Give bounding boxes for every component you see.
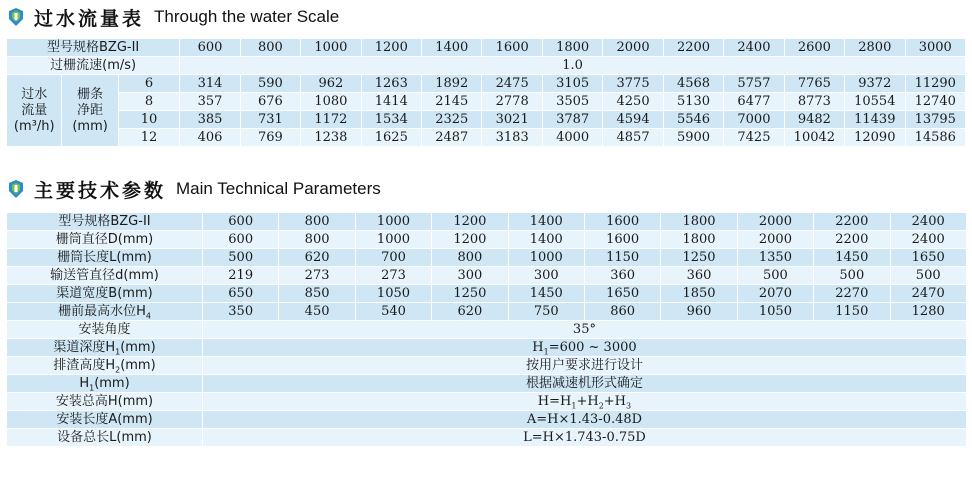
flow-cell: 2325 bbox=[422, 111, 482, 129]
section-title-cn: 主要技术参数 bbox=[34, 179, 167, 202]
spacing-label-line: 净距 bbox=[77, 102, 104, 118]
table-row bbox=[7, 111, 966, 129]
param-cell: 1400 bbox=[508, 231, 584, 249]
flow-cell: 1080 bbox=[301, 93, 361, 111]
param-cell: 500 bbox=[203, 249, 279, 267]
table-row bbox=[7, 303, 967, 321]
param-label bbox=[7, 303, 203, 321]
flow-cell: 314 bbox=[180, 75, 240, 93]
param-cell: 1000 bbox=[355, 213, 431, 231]
model-cell: 1200 bbox=[361, 39, 421, 57]
param-cell: 700 bbox=[355, 249, 431, 267]
param-cell: 800 bbox=[279, 231, 355, 249]
param-cell: 1200 bbox=[432, 213, 508, 231]
table-row bbox=[7, 339, 967, 357]
flow-cell: 406 bbox=[180, 129, 240, 147]
spacing-label bbox=[62, 75, 118, 147]
table-row bbox=[7, 93, 966, 111]
param-cell: 2400 bbox=[890, 213, 966, 231]
table-row bbox=[7, 429, 967, 447]
param-cell: 860 bbox=[584, 303, 660, 321]
spacing-label-line: 栅条 bbox=[77, 86, 104, 102]
param-label: 安装总高H(mm) bbox=[7, 393, 203, 411]
parameters-table-body bbox=[7, 213, 967, 303]
param-label-unit: (mm) bbox=[120, 358, 156, 373]
table-row bbox=[7, 39, 966, 57]
model-label: 型号规格BZG-II bbox=[7, 39, 180, 57]
parameters-table-static bbox=[7, 303, 967, 447]
install-length-value: A=H×1.43-0.48D bbox=[203, 411, 967, 429]
formula-part: H bbox=[532, 340, 544, 355]
param-cell: 1650 bbox=[584, 285, 660, 303]
param-cell: 500 bbox=[737, 267, 813, 285]
spacing-label-unit: (mm) bbox=[72, 118, 108, 134]
param-cell: 650 bbox=[203, 285, 279, 303]
param-cell: 219 bbox=[203, 267, 279, 285]
depth-value bbox=[203, 339, 967, 357]
flow-cell: 1625 bbox=[361, 129, 421, 147]
spacing-cell: 12 bbox=[118, 129, 179, 147]
spacing-cell: 8 bbox=[118, 93, 179, 111]
flow-cell: 4000 bbox=[542, 129, 602, 147]
table-row bbox=[7, 249, 967, 267]
param-cell: 1600 bbox=[584, 231, 660, 249]
param-cell: 1250 bbox=[432, 285, 508, 303]
table-row bbox=[7, 75, 966, 93]
flow-cell: 4250 bbox=[603, 93, 663, 111]
flow-cell: 3505 bbox=[542, 93, 602, 111]
flow-label-line: 流量 bbox=[21, 102, 48, 118]
flow-cell: 11290 bbox=[905, 75, 965, 93]
formula-part: +H bbox=[576, 394, 599, 409]
param-cell: 1350 bbox=[737, 249, 813, 267]
param-cell: 2470 bbox=[890, 285, 966, 303]
flow-cell: 9482 bbox=[784, 111, 844, 129]
param-label-sub: 2 bbox=[115, 365, 121, 375]
table-row bbox=[7, 393, 967, 411]
flow-cell: 3183 bbox=[482, 129, 542, 147]
flow-label-unit: (m³/h) bbox=[13, 118, 55, 134]
param-label: 设备总长L(mm) bbox=[7, 429, 203, 447]
param-cell: 273 bbox=[355, 267, 431, 285]
param-label: 栅筒直径D(mm) bbox=[7, 231, 203, 249]
param-cell: 1000 bbox=[355, 231, 431, 249]
param-cell: 1650 bbox=[890, 249, 966, 267]
formula-part: +H bbox=[603, 394, 627, 409]
param-label bbox=[7, 339, 203, 357]
param-label-text: 渠道深度H bbox=[53, 340, 116, 355]
param-cell: 360 bbox=[661, 267, 737, 285]
param-cell: 1600 bbox=[584, 213, 660, 231]
param-cell: 2270 bbox=[814, 285, 890, 303]
param-label: 安装角度 bbox=[7, 321, 203, 339]
flow-cell: 5900 bbox=[663, 129, 723, 147]
param-label: 渠道宽度B(mm) bbox=[7, 285, 203, 303]
table-row bbox=[7, 57, 966, 75]
flow-cell: 14586 bbox=[905, 129, 965, 147]
table-row bbox=[7, 375, 967, 393]
flow-cell: 10554 bbox=[845, 93, 905, 111]
param-cell: 750 bbox=[508, 303, 584, 321]
model-cell: 1000 bbox=[301, 39, 361, 57]
section-title-cn: 过水流量表 bbox=[34, 7, 145, 30]
velocity-label: 过栅流速(m/s) bbox=[7, 57, 180, 75]
flow-cell: 731 bbox=[240, 111, 300, 129]
param-label-unit: (mm) bbox=[94, 376, 130, 391]
param-label-sub: 1 bbox=[115, 347, 121, 357]
param-cell: 1800 bbox=[661, 213, 737, 231]
flow-cell: 1238 bbox=[301, 129, 361, 147]
section-header-flow bbox=[6, 4, 339, 30]
flow-cell: 12090 bbox=[845, 129, 905, 147]
flow-cell: 357 bbox=[180, 93, 240, 111]
flow-cell: 5130 bbox=[663, 93, 723, 111]
param-label-text: 排渣高度H bbox=[53, 358, 116, 373]
param-cell: 1450 bbox=[508, 285, 584, 303]
model-cell: 800 bbox=[240, 39, 300, 57]
flow-cell: 1892 bbox=[422, 75, 482, 93]
flow-rate-table bbox=[6, 38, 966, 147]
param-cell: 600 bbox=[203, 231, 279, 249]
brand-logo-icon bbox=[6, 7, 26, 27]
param-cell: 2000 bbox=[737, 213, 813, 231]
param-cell: 1400 bbox=[508, 213, 584, 231]
model-cell: 1800 bbox=[542, 39, 602, 57]
table-row bbox=[7, 231, 967, 249]
param-cell: 360 bbox=[584, 267, 660, 285]
model-cell: 2800 bbox=[845, 39, 905, 57]
formula-sub: 1 bbox=[543, 347, 549, 357]
param-cell: 960 bbox=[661, 303, 737, 321]
flow-cell: 2145 bbox=[422, 93, 482, 111]
param-cell: 450 bbox=[279, 303, 355, 321]
discharge-value: 按用户要求进行设计 bbox=[203, 357, 967, 375]
table-row bbox=[7, 129, 966, 147]
param-label: 型号规格BZG-II bbox=[7, 213, 203, 231]
param-cell: 850 bbox=[279, 285, 355, 303]
flow-cell: 4857 bbox=[603, 129, 663, 147]
formula-sub: 3 bbox=[626, 401, 632, 411]
param-cell: 1800 bbox=[661, 231, 737, 249]
param-cell: 300 bbox=[432, 267, 508, 285]
param-cell: 1850 bbox=[661, 285, 737, 303]
flow-cell: 3021 bbox=[482, 111, 542, 129]
formula-part: =600 ~ 3000 bbox=[548, 340, 637, 355]
flow-cell: 10042 bbox=[784, 129, 844, 147]
flow-cell: 7765 bbox=[784, 75, 844, 93]
parameters-table bbox=[6, 212, 967, 447]
param-label: 栅筒长度L(mm) bbox=[7, 249, 203, 267]
model-cell: 2400 bbox=[724, 39, 784, 57]
param-label-sub: 4 bbox=[145, 311, 151, 321]
param-cell: 2000 bbox=[737, 231, 813, 249]
model-cell: 2600 bbox=[784, 39, 844, 57]
flow-label bbox=[7, 75, 62, 147]
flow-cell: 1534 bbox=[361, 111, 421, 129]
model-cell: 600 bbox=[180, 39, 240, 57]
param-cell: 620 bbox=[279, 249, 355, 267]
flow-cell: 11439 bbox=[845, 111, 905, 129]
flow-cell: 1414 bbox=[361, 93, 421, 111]
flow-cell: 7425 bbox=[724, 129, 784, 147]
table-row bbox=[7, 357, 967, 375]
angle-value: 35° bbox=[203, 321, 967, 339]
param-cell: 273 bbox=[279, 267, 355, 285]
flow-cell: 5757 bbox=[724, 75, 784, 93]
model-cell: 2000 bbox=[603, 39, 663, 57]
flow-cell: 1263 bbox=[361, 75, 421, 93]
param-cell: 1250 bbox=[661, 249, 737, 267]
flow-cell: 6477 bbox=[724, 93, 784, 111]
flow-cell: 769 bbox=[240, 129, 300, 147]
flow-cell: 3775 bbox=[603, 75, 663, 93]
total-length-value: L=H×1.743-0.75D bbox=[203, 429, 967, 447]
flow-cell: 2487 bbox=[422, 129, 482, 147]
param-label-text: 栅前最高水位H bbox=[58, 304, 146, 319]
param-cell: 540 bbox=[355, 303, 431, 321]
formula-part: H=H bbox=[537, 394, 572, 409]
table-row bbox=[7, 321, 967, 339]
model-cell: 1400 bbox=[422, 39, 482, 57]
flow-cell: 962 bbox=[301, 75, 361, 93]
formula-sub: 2 bbox=[598, 401, 604, 411]
param-cell: 1200 bbox=[432, 231, 508, 249]
param-cell: 1050 bbox=[355, 285, 431, 303]
param-cell: 1150 bbox=[814, 303, 890, 321]
param-label-sub: 1 bbox=[89, 383, 95, 393]
flow-cell: 5546 bbox=[663, 111, 723, 129]
flow-cell: 385 bbox=[180, 111, 240, 129]
flow-cell: 2778 bbox=[482, 93, 542, 111]
param-label bbox=[7, 357, 203, 375]
param-cell: 1050 bbox=[737, 303, 813, 321]
param-cell: 620 bbox=[432, 303, 508, 321]
flow-cell: 676 bbox=[240, 93, 300, 111]
param-cell: 2200 bbox=[814, 231, 890, 249]
model-cell: 1600 bbox=[482, 39, 542, 57]
param-label bbox=[7, 375, 203, 393]
table-row bbox=[7, 285, 967, 303]
param-cell: 1150 bbox=[584, 249, 660, 267]
param-cell: 350 bbox=[203, 303, 279, 321]
velocity-value: 1.0 bbox=[180, 57, 966, 75]
flow-cell: 8773 bbox=[784, 93, 844, 111]
param-cell: 300 bbox=[508, 267, 584, 285]
section-title-en: Through the water Scale bbox=[154, 7, 340, 26]
param-label-unit: (mm) bbox=[120, 340, 156, 355]
flow-cell: 2475 bbox=[482, 75, 542, 93]
table-row bbox=[7, 213, 967, 231]
flow-cell: 4568 bbox=[663, 75, 723, 93]
param-cell: 2400 bbox=[890, 231, 966, 249]
flow-cell: 590 bbox=[240, 75, 300, 93]
param-cell: 1000 bbox=[508, 249, 584, 267]
param-label: 输送管直径d(mm) bbox=[7, 267, 203, 285]
flow-cell: 3105 bbox=[542, 75, 602, 93]
formula-sub: 1 bbox=[571, 401, 577, 411]
section-title-en: Main Technical Parameters bbox=[176, 179, 381, 198]
flow-cell: 1172 bbox=[301, 111, 361, 129]
model-cell: 3000 bbox=[905, 39, 965, 57]
h1-value: 根据减速机形式确定 bbox=[203, 375, 967, 393]
flow-cell: 3787 bbox=[542, 111, 602, 129]
flow-cell: 9372 bbox=[845, 75, 905, 93]
param-label-text: H bbox=[79, 376, 90, 391]
total-height-value bbox=[203, 393, 967, 411]
param-cell: 600 bbox=[203, 213, 279, 231]
param-cell: 2070 bbox=[737, 285, 813, 303]
param-cell: 800 bbox=[279, 213, 355, 231]
param-cell: 1450 bbox=[814, 249, 890, 267]
table-row bbox=[7, 411, 967, 429]
flow-cell: 7000 bbox=[724, 111, 784, 129]
param-cell: 2200 bbox=[814, 213, 890, 231]
flow-cell: 4594 bbox=[603, 111, 663, 129]
flow-label-line: 过水 bbox=[21, 86, 48, 102]
param-cell: 500 bbox=[890, 267, 966, 285]
param-cell: 500 bbox=[814, 267, 890, 285]
param-label: 安装长度A(mm) bbox=[7, 411, 203, 429]
spacing-cell: 10 bbox=[118, 111, 179, 129]
table-row bbox=[7, 267, 967, 285]
spacing-cell: 6 bbox=[118, 75, 179, 93]
flow-cell: 13795 bbox=[905, 111, 965, 129]
section-header-params bbox=[6, 176, 381, 202]
param-cell: 1280 bbox=[890, 303, 966, 321]
flow-cell: 12740 bbox=[905, 93, 965, 111]
param-cell: 800 bbox=[432, 249, 508, 267]
model-cell: 2200 bbox=[663, 39, 723, 57]
brand-logo-icon bbox=[6, 179, 26, 199]
